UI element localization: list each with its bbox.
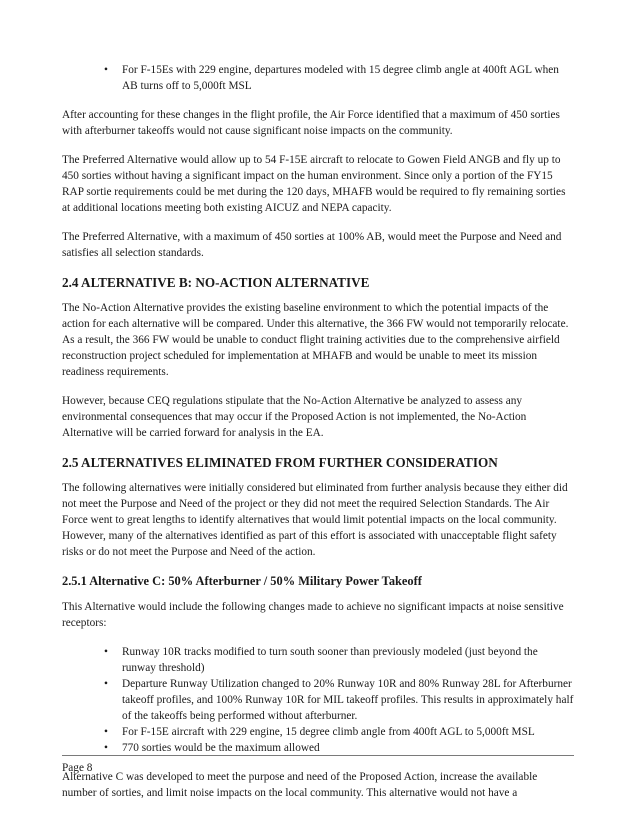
alternative-c-bullet-list bbox=[62, 644, 574, 756]
bullet-glyph: • bbox=[104, 64, 108, 76]
bullet-glyph: • bbox=[104, 678, 108, 690]
list-item-text: 770 sorties would be the maximum allowed bbox=[122, 742, 320, 754]
list-item bbox=[62, 62, 574, 94]
page-number: Page 8 bbox=[62, 762, 93, 774]
top-bullet-list bbox=[62, 62, 574, 94]
paragraph-preferred-alternative: The Preferred Alternative would allow up to 54 F-15E aircraft to relocate to Gowen Field ANGB and fly up to 450 sorties without having a significant impact on the human environment. Since only a portion of the FY15 RAP sortie requirements could be met during the 120 days, MHAFB would be required to fly remaining sorties at additional locations meeting both existing AICUZ and NEPA capacity. bbox=[62, 154, 566, 214]
list-item-text: For F-15Es with 229 engine, departures modeled with 15 degree climb angle at 400ft AGL when AB turns off to 5,000ft MSL bbox=[122, 64, 559, 92]
paragraph-no-action-baseline: The No-Action Alternative provides the existing baseline environment to which the potential impacts of the action for each alternative will be compared. Under this alternative, the 366 FW would not temporarily relocate. As a result, the 366 FW would be unable to conduct flight training activities due to the comprehensive airfield reconstruction project scheduled for implementation at MHAFB and would be unable to meet its mission readiness requirements. bbox=[62, 302, 569, 378]
paragraph-eliminated: The following alternatives were initially considered but eliminated from further analysis because they either did not meet the Purpose and Need of the project or they did not meet the required Selection Standards. The Air Force went to great lengths to identify alternatives that would limit potential impacts on the local community. However, many of the alternatives identified as part of this effort is associated with unacceptable flight safety risks or do not meet the Purpose and Need of the action. bbox=[62, 482, 568, 558]
paragraph-no-action-ceq: However, because CEQ regulations stipulate that the No-Action Alternative be analyzed to assess any environmental consequences that may occur if the Proposed Action is not implemented, the No-Action Alternative will be carried forward for analysis in the EA. bbox=[62, 395, 527, 439]
list-item bbox=[62, 724, 574, 740]
paragraph-preferred-summary: The Preferred Alternative, with a maximum of 450 sorties at 100% AB, would meet the Purpose and Need and satisfies all selection standards. bbox=[62, 231, 562, 259]
bullet-glyph: • bbox=[104, 742, 108, 754]
paragraph-alternative-c-closing: Alternative C was developed to meet the purpose and need of the Proposed Action, increase the available number of sorties, and limit noise impacts on the local community. This alternative would not have a bbox=[62, 771, 538, 799]
list-item-text: Departure Runway Utilization changed to 20% Runway 10R and 80% Runway 28L for Afterburner takeoff profiles, and 100% Runway 10R for MIL takeoff profiles. This results in approximately half of the takeoffs being performed without afterburner. bbox=[122, 678, 574, 722]
section-heading-eliminated: 2.5 ALTERNATIVES ELIMINATED FROM FURTHER CONSIDERATION bbox=[62, 455, 498, 470]
list-item-text: Runway 10R tracks modified to turn south sooner than previously modeled (just beyond the runway threshold) bbox=[122, 646, 538, 674]
paragraph-sortie-limit: After accounting for these changes in the flight profile, the Air Force identified that a maximum of 450 sorties with afterburner takeoffs would not cause significant noise impacts on the community. bbox=[62, 109, 560, 137]
bullet-glyph: • bbox=[104, 646, 108, 658]
list-item-text: For F-15E aircraft with 229 engine, 15 degree climb angle from 400ft AGL to 5,000ft MSL bbox=[122, 726, 535, 738]
bullet-glyph: • bbox=[104, 726, 108, 738]
section-heading-no-action: 2.4 ALTERNATIVE B: NO-ACTION ALTERNATIVE bbox=[62, 275, 370, 290]
list-item bbox=[62, 676, 574, 724]
paragraph-alternative-c-intro: This Alternative would include the following changes made to achieve no significant impacts at noise sensitive receptors: bbox=[62, 601, 564, 629]
list-item bbox=[62, 644, 574, 676]
list-item bbox=[62, 740, 574, 756]
subsection-heading-alternative-c: 2.5.1 Alternative C: 50% Afterburner / 50% Military Power Takeoff bbox=[62, 574, 422, 588]
document-page bbox=[62, 62, 574, 801]
footer-divider bbox=[62, 755, 574, 756]
